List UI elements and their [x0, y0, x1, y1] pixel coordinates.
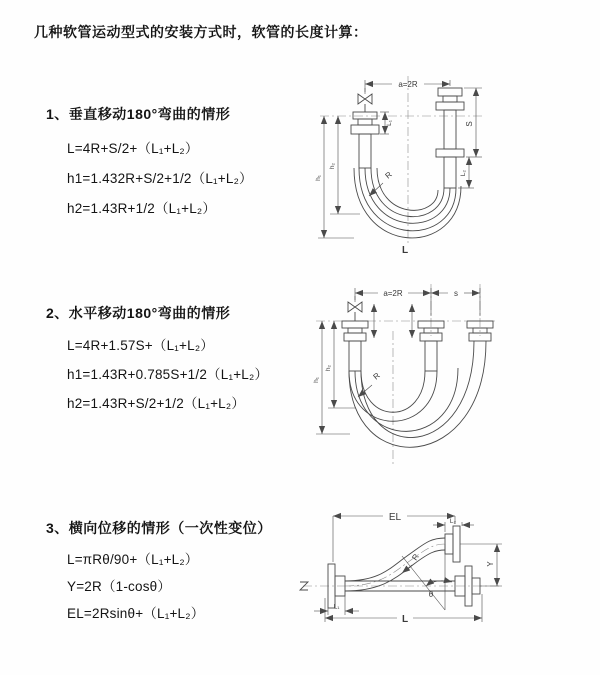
- diagram-horizontal-180-bend: [308, 276, 593, 471]
- dimension-l1: [314, 596, 359, 615]
- page-title: 几种软管运动型式的安装方式时，软管的长度计算：: [34, 24, 368, 40]
- d1-l1-label: L₁: [386, 120, 393, 126]
- d1-s-label: S: [465, 121, 474, 127]
- d2-h2-label: h₂: [325, 364, 332, 372]
- section-1-formula-L: L=4R+S/2+（L₁+L₂）: [67, 141, 199, 156]
- section-3-heading: 3、横向位移的情形（一次性变位）: [46, 520, 272, 536]
- hose-s-curve: [345, 538, 445, 591]
- dimension-h1: [315, 116, 354, 238]
- middle-flange: [418, 321, 444, 371]
- dimension-y: [460, 544, 502, 586]
- d3-el-label: EL: [388, 512, 402, 523]
- dimension-l2: [433, 518, 474, 532]
- dimension-l: [325, 594, 482, 625]
- section-2-formula-h2: h2=1.43R+S/2+1/2（L₁+L₂）: [67, 396, 246, 411]
- left-flange: [351, 112, 379, 168]
- section-1-formula-h1: h1=1.432R+S/2+1/2（L₁+L₂）: [67, 171, 253, 186]
- d2-h1-label: h₁: [313, 377, 320, 383]
- hose-curves: [354, 168, 461, 238]
- dimension-l2: [458, 157, 474, 188]
- hose-braid: [349, 341, 361, 371]
- dimension-s: [464, 88, 482, 157]
- d3-y-label: Y: [486, 561, 495, 567]
- diagram-lateral-displacement: [295, 498, 600, 648]
- diagram-vertical-180-bend: [308, 68, 593, 258]
- dimension-l1: [380, 112, 393, 134]
- section-2-formula-h1: h1=1.43R+0.785S+1/2（L₁+L₂）: [67, 367, 269, 382]
- hose-braid: [444, 157, 456, 188]
- dimension-el: [333, 512, 455, 562]
- d1-l-label: L: [401, 245, 409, 256]
- d1-l2-label: L₂: [460, 169, 467, 177]
- dimension-h1: [313, 321, 350, 434]
- d1-h1-label: h₁: [315, 175, 322, 181]
- centerlines: [320, 76, 484, 246]
- upper-flange: [445, 526, 460, 562]
- d3-l2-label: L₂: [449, 518, 457, 525]
- section-3-formula-L: L=πRθ/90+（L₁+L₂）: [67, 552, 199, 567]
- section-3-formula-Y: Y=2R（1-cosθ）: [67, 579, 172, 594]
- d3-l1-label: L₁: [333, 603, 340, 611]
- hose-curves: [349, 341, 486, 447]
- d2-s-label: s: [454, 289, 458, 298]
- left-flange: [342, 321, 368, 371]
- dimension-span-a2r: [365, 80, 450, 92]
- d1-r-label: R: [383, 169, 394, 181]
- radius-leader: [402, 552, 421, 573]
- section-2-formula-L: L=4R+1.57S+（L₁+L₂）: [67, 338, 214, 353]
- d1-span-label: a=2R: [398, 80, 418, 89]
- hose-braid: [425, 341, 437, 371]
- d3-r-label: R: [410, 552, 421, 563]
- d2-span-label: a=2R: [383, 289, 403, 298]
- d3-l-label: L: [401, 614, 409, 625]
- d3-theta-label: θ: [428, 590, 434, 599]
- section-1-heading: 1、垂直移动180°弯曲的情形: [46, 106, 231, 122]
- d2-r-label: R: [371, 370, 382, 382]
- section-1-formula-h2: h2=1.43R+1/2（L₁+L₂）: [67, 201, 217, 216]
- valve-icon: [348, 296, 362, 321]
- section-2-heading: 2、水平移动180°弯曲的情形: [46, 305, 231, 321]
- dimension-h2: [329, 116, 360, 214]
- d1-h2-label: h₂: [329, 162, 336, 170]
- section-3-formula-EL: EL=2Rsinθ+（L₁+L₂）: [67, 606, 205, 621]
- valve-icon: [358, 88, 372, 112]
- hose-braid: [359, 134, 371, 168]
